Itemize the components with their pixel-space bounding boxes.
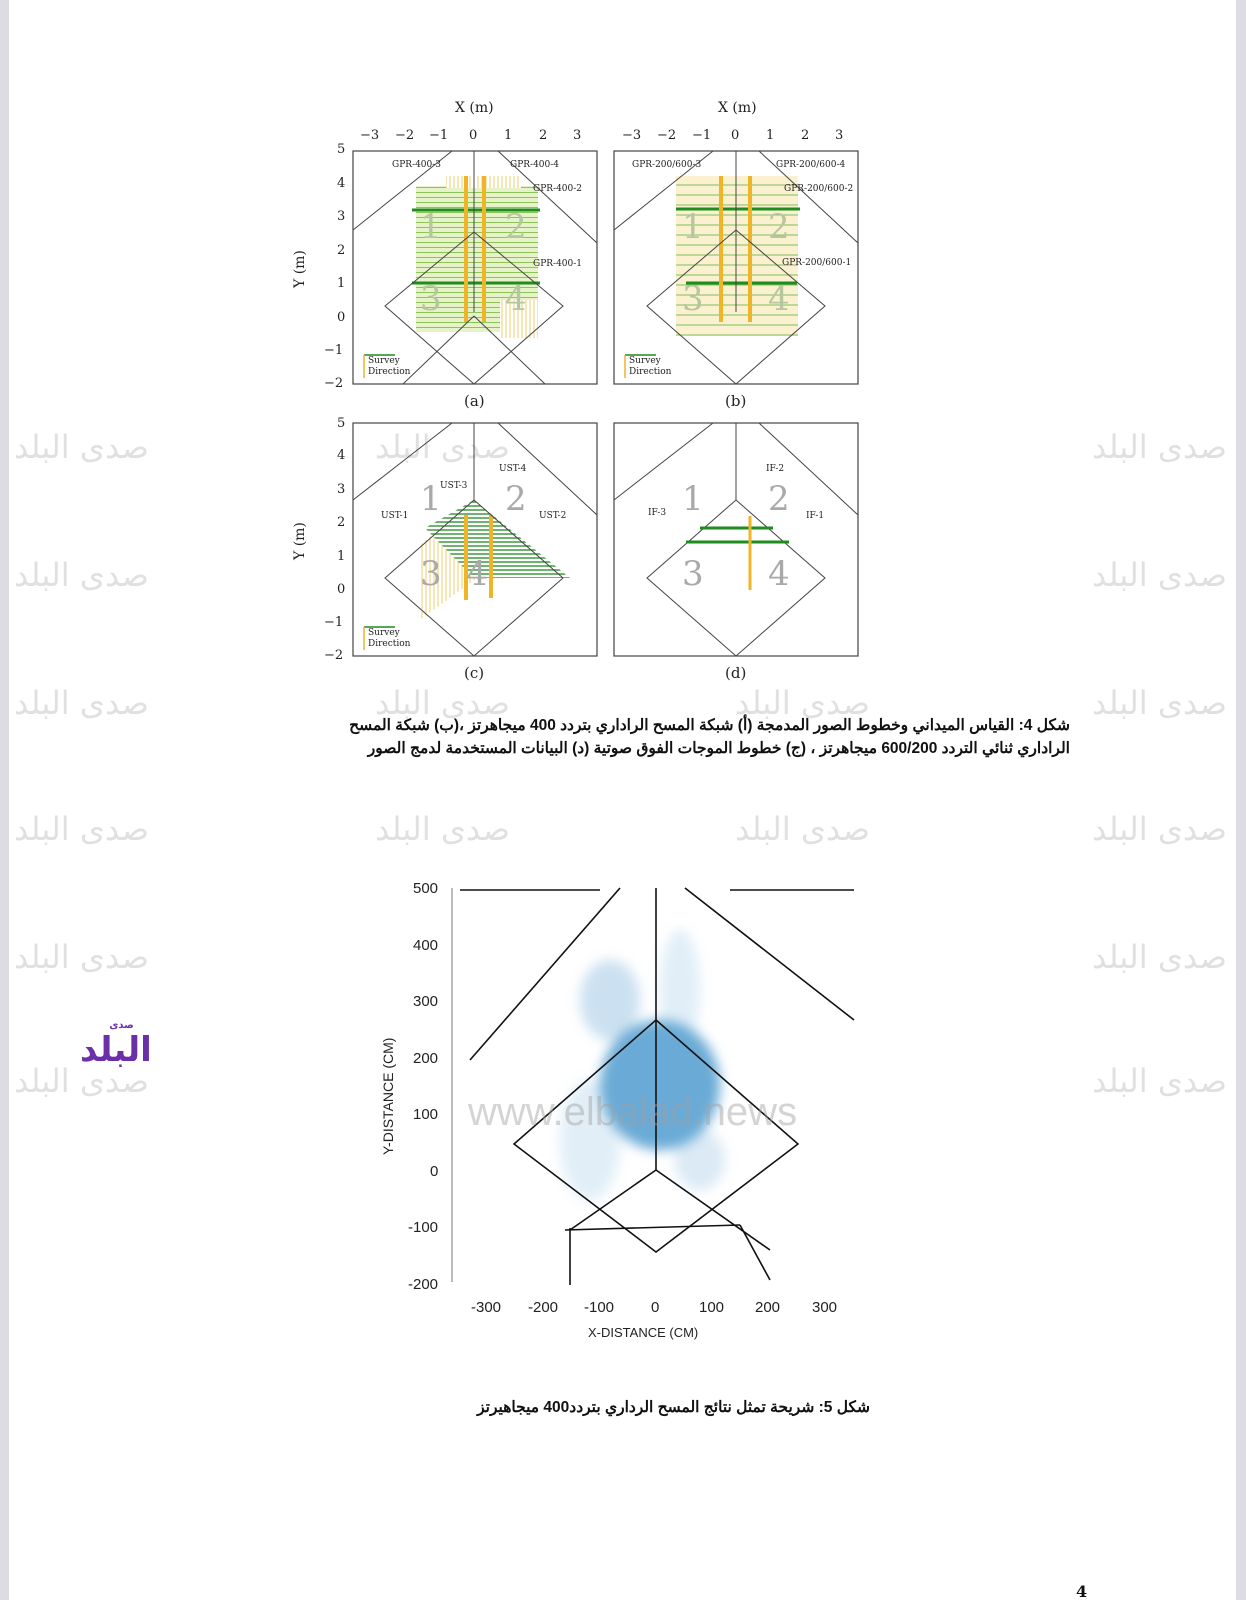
x-tick: −1	[692, 128, 712, 143]
watermark: صدى البلد	[14, 938, 149, 976]
line-label: IF-2	[766, 464, 785, 474]
y-tick: 200	[413, 1050, 439, 1067]
panel-label-d: (d)	[725, 664, 747, 682]
logo-main-text: البلد	[80, 1030, 152, 1070]
watermark: صدى البلد	[1092, 556, 1227, 594]
line-label: GPR-400-3	[392, 160, 442, 170]
y-tick: 4	[337, 176, 346, 191]
y-axis-title: Y-DISTANCE (CM)	[380, 1037, 396, 1155]
x-tick: −1	[429, 128, 449, 143]
svg-text:4: 4	[768, 554, 790, 594]
watermark: صدى البلد	[735, 684, 870, 722]
y-tick: 2	[337, 515, 346, 530]
line-label: GPR-400-1	[533, 259, 583, 269]
figure-4-caption	[150, 714, 1070, 760]
brand-logo	[80, 1020, 152, 1070]
x-tick: −3	[360, 128, 380, 143]
x-tick: 0	[651, 1299, 660, 1316]
svg-text:1: 1	[420, 479, 442, 519]
line-label: UST-3	[440, 481, 468, 491]
figure-4-panels	[0, 0, 1246, 700]
line-label: UST-4	[499, 464, 527, 474]
x-tick: 100	[699, 1299, 725, 1316]
svg-text:3: 3	[682, 279, 704, 319]
x-tick: −3	[622, 128, 642, 143]
x-tick: 3	[835, 128, 844, 143]
y-tick: 400	[413, 937, 439, 954]
y-tick: 1	[337, 276, 346, 291]
y-tick: 100	[413, 1106, 439, 1123]
y-tick: 5	[337, 142, 346, 157]
line-label: IF-3	[648, 508, 667, 518]
x-axis-title: X (m)	[718, 100, 757, 116]
x-tick: 0	[731, 128, 740, 143]
watermark: صدى البلد	[1092, 428, 1227, 466]
y-tick: −1	[324, 343, 344, 358]
svg-text:2: 2	[505, 207, 527, 247]
y-tick: 0	[430, 1163, 439, 1180]
y-tick: −2	[324, 648, 344, 663]
watermark: صدى البلد	[735, 810, 870, 848]
caption-line: الراداري ثنائي التردد 600/200 ميجاهرتز ، (ج) خطوط الموجات الفوق صوتية (د) البيانات المستخدمة لدمج الصور	[367, 740, 1070, 757]
line-label: UST-1	[381, 511, 409, 521]
watermark: صدى البلد	[375, 684, 510, 722]
page-number: 4	[1076, 1582, 1088, 1601]
watermark: صدى البلد	[14, 684, 149, 722]
svg-text:2: 2	[768, 479, 790, 519]
watermark: صدى البلد	[375, 428, 510, 466]
x-axis-title: X-DISTANCE (CM)	[588, 1325, 699, 1340]
y-tick: 3	[337, 209, 346, 224]
watermark: صدى البلد	[14, 428, 149, 466]
x-tick: 0	[469, 128, 478, 143]
line-label: IF-1	[806, 511, 825, 521]
y-tick: 2	[337, 243, 346, 258]
svg-text:1: 1	[682, 479, 704, 519]
svg-text:4: 4	[466, 554, 488, 594]
watermark: صدى البلد	[375, 810, 510, 848]
x-tick: 1	[766, 128, 775, 143]
y-axis-title: Y (m)	[292, 250, 308, 288]
x-tick: -100	[584, 1299, 615, 1316]
url-watermark: www.elbalad.news	[468, 1090, 798, 1134]
survey-direction-legend: Survey Direction	[368, 628, 411, 649]
x-axis-title: X (m)	[455, 100, 494, 116]
line-label: GPR-200/600-4	[776, 160, 846, 170]
svg-text:1: 1	[420, 207, 442, 247]
line-label: GPR-200/600-3	[632, 160, 702, 170]
logo-small-text: صدى	[109, 1020, 134, 1031]
y-tick: 1	[337, 549, 346, 564]
svg-text:4: 4	[505, 279, 527, 319]
x-tick: -200	[528, 1299, 559, 1316]
watermark: صدى البلد	[14, 810, 149, 848]
line-label: GPR-400-4	[510, 160, 560, 170]
line-label: GPR-200/600-2	[784, 184, 854, 194]
y-tick: −2	[324, 376, 344, 391]
x-tick: 3	[573, 128, 582, 143]
panel-label-b: (b)	[725, 392, 747, 410]
x-tick: 200	[755, 1299, 781, 1316]
line-label: GPR-400-2	[533, 184, 583, 194]
x-tick: -300	[471, 1299, 502, 1316]
survey-direction-legend: Survey Direction	[368, 356, 411, 377]
x-tick: 1	[504, 128, 513, 143]
y-axis-title: Y (m)	[292, 522, 308, 560]
y-tick: 5	[337, 416, 346, 431]
svg-text:3: 3	[420, 554, 442, 594]
watermark: صدى البلد	[14, 556, 149, 594]
svg-text:3: 3	[682, 554, 704, 594]
y-tick: −1	[324, 615, 344, 630]
watermark: صدى البلد	[1092, 1062, 1227, 1100]
line-label: UST-2	[539, 511, 567, 521]
caption-line: شكل 4: القياس الميداني وخطوط الصور المدمجة (أ) شبكة المسح الراداري بتردد 400 ميجاهرتز ،(ب) شبكة المسح	[349, 717, 1070, 734]
svg-text:4: 4	[768, 279, 790, 319]
x-tick: 2	[801, 128, 810, 143]
svg-text:2: 2	[505, 479, 527, 519]
svg-text:1: 1	[682, 207, 704, 247]
x-tick: −2	[657, 128, 677, 143]
svg-text:2: 2	[768, 207, 790, 247]
survey-direction-legend: Survey Direction	[629, 356, 672, 377]
x-tick: 2	[539, 128, 548, 143]
panel-label-c: (c)	[464, 664, 485, 682]
y-tick: -100	[408, 1219, 439, 1236]
figure-5-caption: شكل 5: شريحة تمثل نتائج المسح الرداري بتردد400 ميجاهيرتز	[477, 1399, 870, 1416]
x-tick: −2	[395, 128, 415, 143]
x-tick: 300	[812, 1299, 838, 1316]
watermark: صدى البلد	[14, 1062, 149, 1100]
watermark: صدى البلد	[1092, 938, 1227, 976]
watermark: صدى البلد	[1092, 810, 1227, 848]
panel-label-a: (a)	[464, 392, 485, 410]
y-tick: -200	[408, 1276, 439, 1293]
y-tick: 4	[337, 448, 346, 463]
y-tick: 3	[337, 482, 346, 497]
y-tick: 0	[337, 582, 346, 597]
y-tick: 500	[413, 880, 439, 897]
line-label: GPR-200/600-1	[782, 258, 852, 268]
svg-text:3: 3	[420, 279, 442, 319]
y-tick: 0	[337, 310, 346, 325]
watermark: صدى البلد	[1092, 684, 1227, 722]
y-tick: 300	[413, 993, 439, 1010]
